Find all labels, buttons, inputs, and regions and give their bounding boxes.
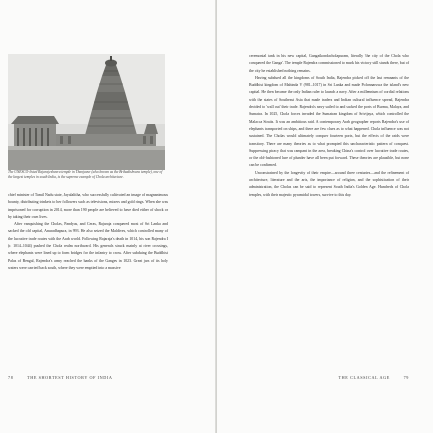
page-number: 78 — [8, 375, 14, 380]
page-number: 79 — [403, 375, 409, 380]
paragraph: Unconstrained by the longevity of their empire—around three centuries—and the refinement of architecture, literature and the arts, the importance of religion, and the sophistication of their administration, the Cholas can be said to represent South India's Golden Age. Hundreds of Chola temples, with their majestic pyramidal towers, survive to this day. — [249, 170, 409, 197]
paragraph: Having subdued all the kingdoms of South India, Rajendra picked off the last remnants of the Buddhist kingdom of Mahinda V (981–1017) in Sri Lanka and made Polonnaruwa the island's new capital. He then became the only Indian ruler to launch a navy. After a millennium of cordial relations with the states of Southeast Asia that made traders and Indian cultural influence spread, Rajendra decided to 'wall out' their trade. Rajendra's navy sailed to and sacked the ports of Burma, Malaya, and Sumatra. In 1025, Chola forces invaded the Sumatran kingdom of Srivijaya, which controlled the Malacca Straits. It was an ambitious raid. A contemporary Arab geographer reports Rajendra's use of elephants transported on ships, and there are few clues as to what happened. Chola influence was not sustained. The Cholas would ultimately conquer fourteen ports, but the effects of the raids were transitory. There are many theories as to what prompted this uncharacteristic pattern of conquest. Suppressing piracy that was rampant in the area, breaking China's control over lucrative trade routes, or the old-fashioned lure of plunder have all been put forward. These theories are plausible, but none can be confirmed. — [249, 75, 409, 168]
photo-caption: The UNESCO-listed Rajarajeshvara temple in Thanjavur (also known as the Brihadishvara temple), one of the largest temples in south India, is the supreme example of Chola architecture. — [8, 170, 163, 179]
paragraph: ceremonial tank in his new capital, Gangaikondacholapuram, literally 'the city of the Chola who conquered the Ganga'. The temple Rajendra commissioned to mark his victory still stands there, but of the city he established nothing remains. — [249, 54, 409, 73]
running-head: THE CLASSICAL AGE — [338, 375, 390, 380]
paragraph: After vanquishing the Cholas, Pandyas, and Ceras, Rajaraja conquered most of Sri Lanka and sacked the old capital, Anuradhapura, in 993. He also seized the Maldives, which controlled many of the lucrative trade routes with the Arab world. Following Rajaraja's death in 1014, his son Rajendra I (r. 1014–1044) pushed the Chola realm northward. His generals struck mainly at river crossings, where elephants were lined up to form bridges for the infantry to cross. After subduing the Buddhist Palas of Bengal, Rajendra's army reached the banks of the Ganges in 1023. Great jars of its holy waters were carried back south, where they were emptied into a massive — [8, 222, 168, 270]
right-body-text — [249, 53, 409, 199]
running-head: THE SHORTEST HISTORY OF INDIA — [27, 375, 113, 380]
left-body-text — [8, 192, 168, 272]
left-footer — [8, 375, 113, 380]
paragraph: chief minister of Tamil Nadu state, Jayalalitha, who successfully cultivated an image of magnanimous bounty, distributing trinkets to her followers such as televisions, mixers and gold rings. When she was imprisoned for corruption in 2014, more than 190 people are believed to have died either of shock or by taking their own lives. — [8, 193, 168, 219]
temple-photo — [8, 54, 165, 170]
left-page — [0, 0, 216, 433]
right-page — [217, 0, 433, 433]
right-footer — [338, 375, 409, 380]
